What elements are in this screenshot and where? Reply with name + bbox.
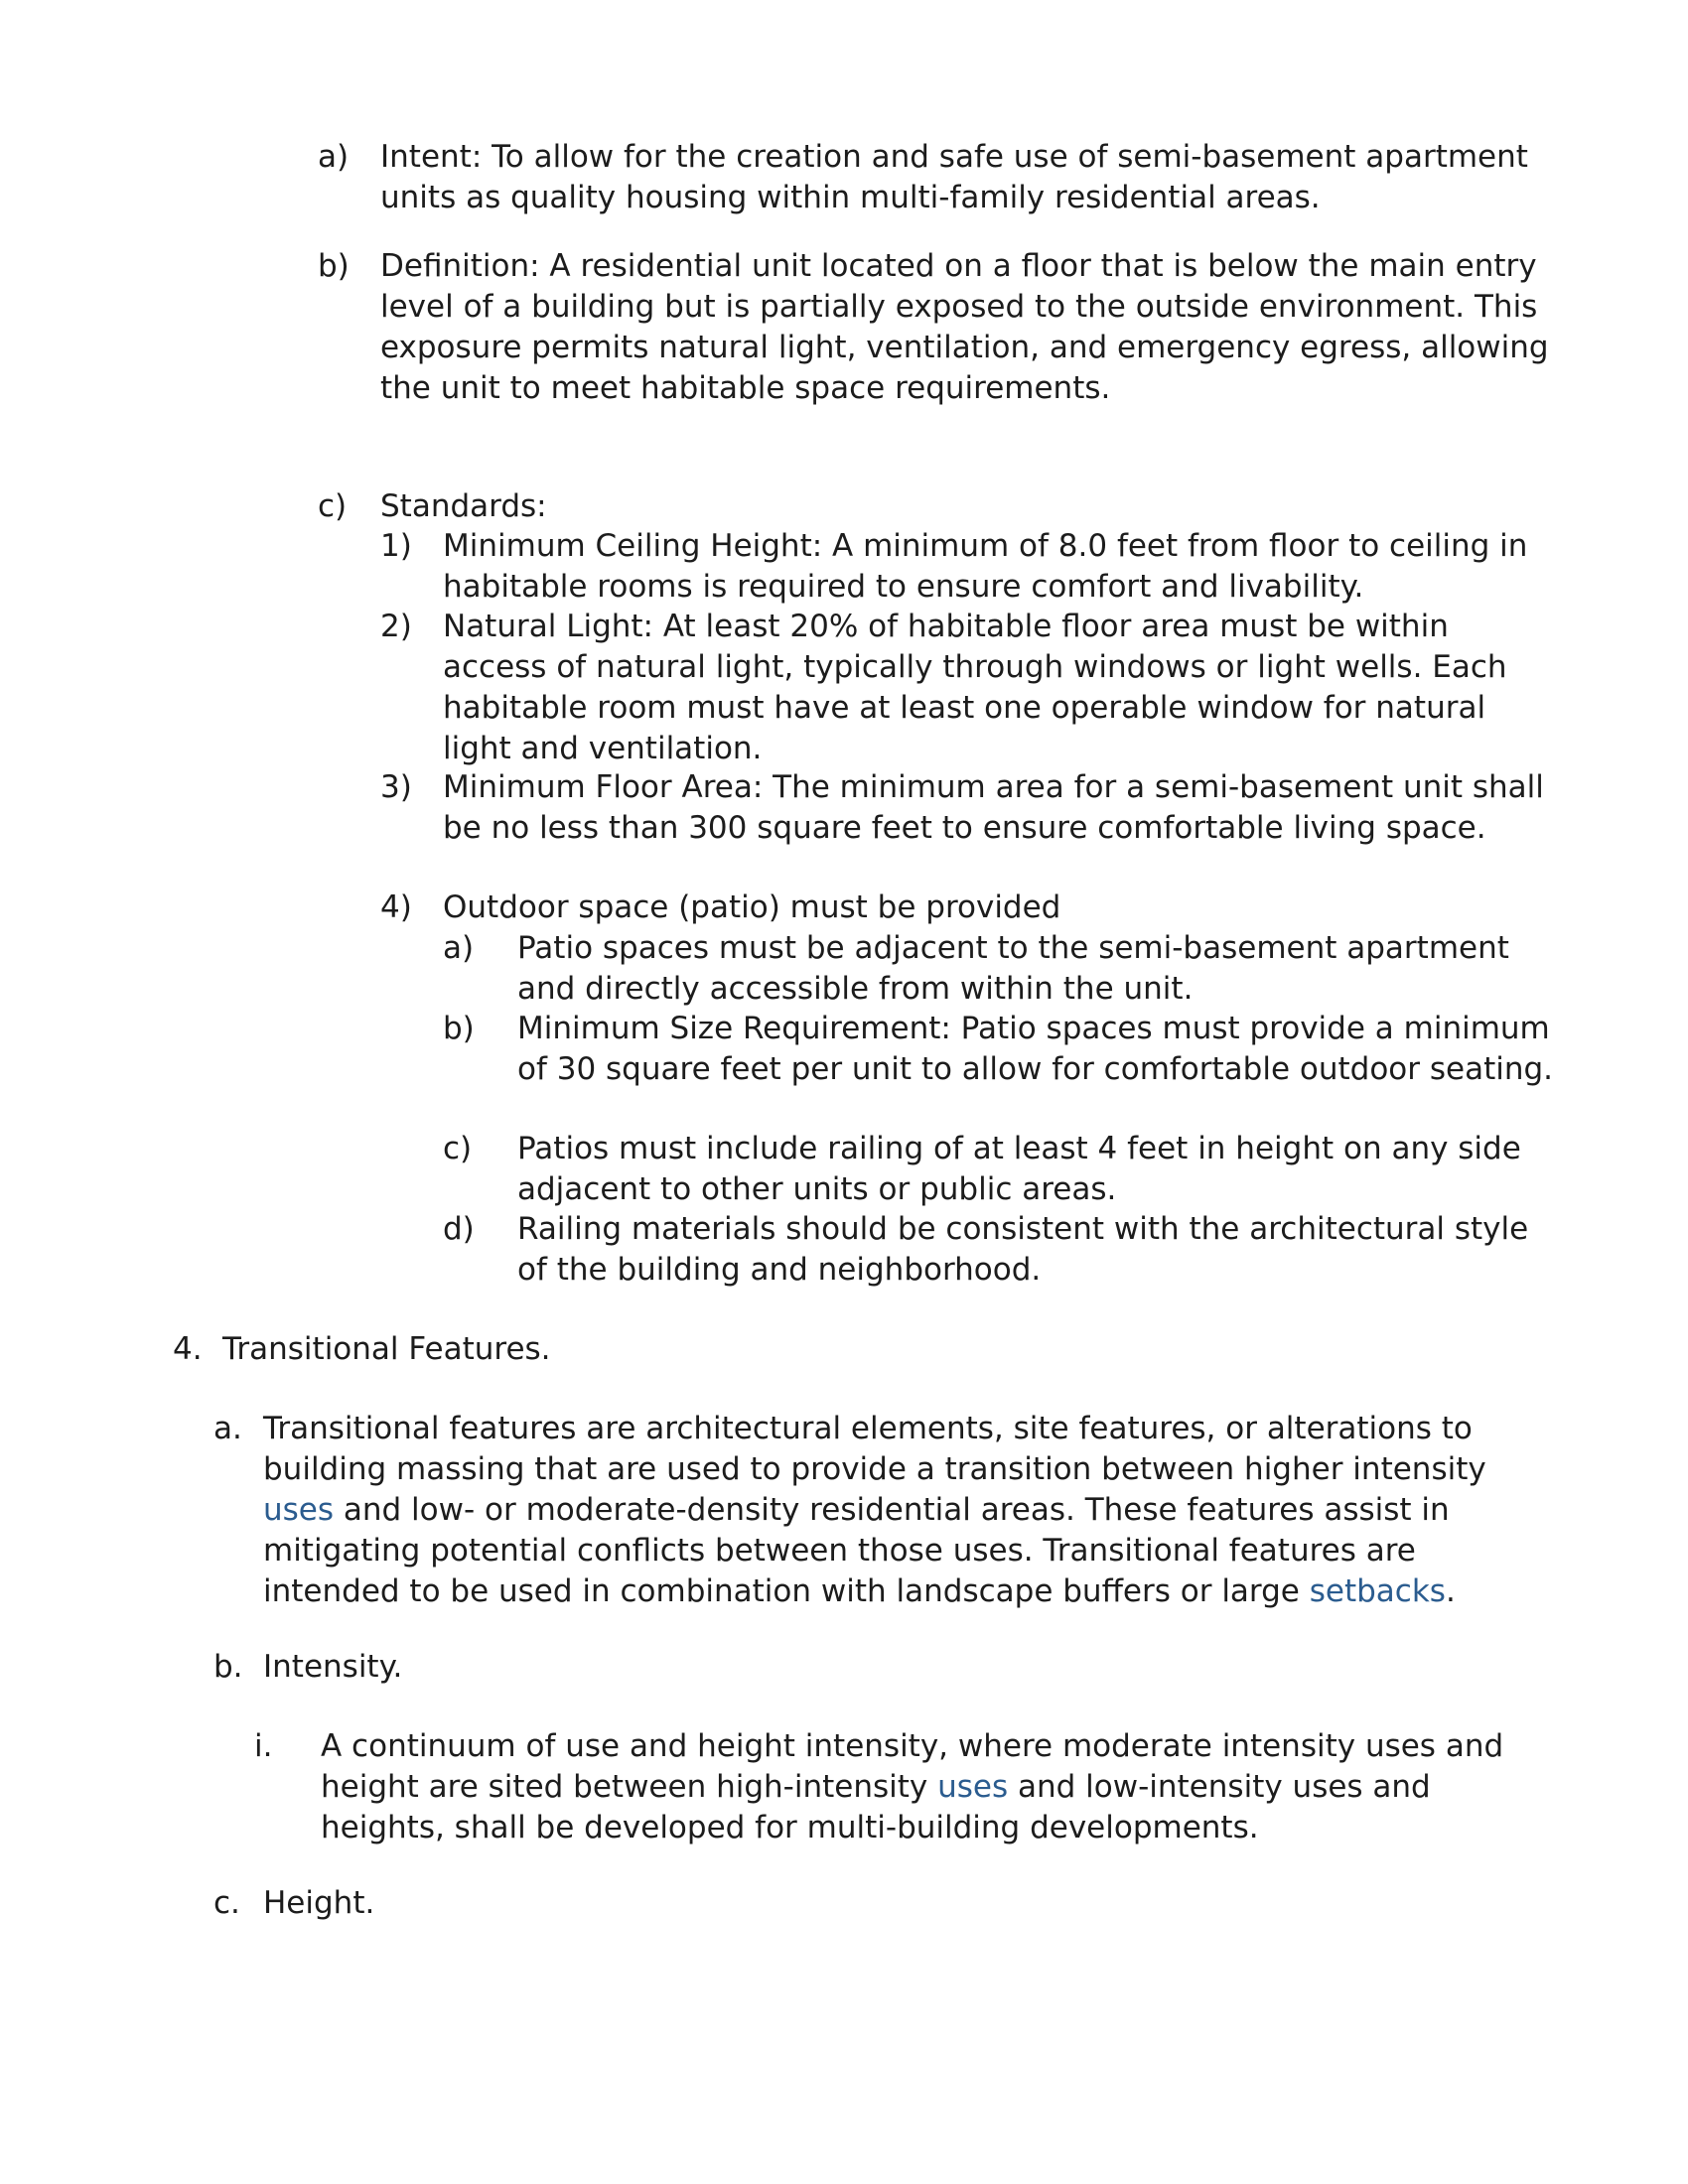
standard-floor-area [380,767,1554,889]
uses-link[interactable]: uses [263,1492,335,1528]
list-marker: b) [318,248,350,284]
intent-item [318,137,1554,218]
patio-text: Patios must include railing of at least 4 feet in height on any side adjacent to other units or public areas. [517,1131,1521,1207]
list-marker: 4) [380,889,412,925]
standard-ceiling-height [380,526,1554,608]
list-marker: 1) [380,528,412,564]
intensity-heading-item [213,1647,1554,1688]
intent-text: Intent: To allow for the creation and safe use of semi-basement apartment units as quality housing within multi-family residential areas. [380,139,1528,215]
list-marker: c) [318,488,348,524]
section-number: 4. [173,1331,203,1367]
list-marker: b. [213,1649,243,1685]
text-run: and low-intensity uses and heights, shall be developed for multi-building developments. [321,1769,1431,1845]
section-title: Transitional Features. [222,1331,551,1367]
text-run: . [1445,1573,1456,1609]
patio-size-item [443,1009,1554,1131]
list-marker: c) [443,1131,473,1166]
standard-natural-light [380,607,1554,769]
list-marker: a) [443,930,475,966]
height-title: Height. [263,1885,375,1921]
patio-adjacency-item [443,928,1554,1010]
text-run: Transitional features are architectural elements, site features, or alterations to building massing that are used to provide a transition between higher intensity [263,1411,1486,1487]
list-marker: i. [254,1728,273,1764]
text-run: A continuum of use and height intensity, where moderate intensity uses and height are sited between high-intensity [321,1728,1504,1805]
list-marker: a. [213,1411,242,1446]
uses-link[interactable]: uses [937,1769,1009,1805]
transitional-features-definition [213,1409,1554,1612]
definition-item [318,246,1554,450]
patio-text: Patio spaces must be adjacent to the semi-basement apartment and directly accessible from within the unit. [517,930,1509,1007]
list-marker: d) [443,1211,475,1247]
height-heading-item [213,1883,1554,1924]
patio-text: Minimum Size Requirement: Patio spaces must provide a minimum of 30 square feet per unit to allow for comfortable outdoor seating. [517,1011,1554,1087]
list-marker: 3) [380,769,412,805]
standard-text: Minimum Ceiling Height: A minimum of 8.0 feet from floor to ceiling in habitable rooms is required to ensure comfort and livability. [443,528,1528,605]
text-run: and low- or moderate-density residential areas. These features assist in mitigating potential conflicts between those uses. Transitional features are intended to be used in combination with landscape buffers or large [263,1492,1450,1609]
intensity-continuum-item [254,1726,1554,1848]
section-transitional-features [173,1329,1554,1370]
patio-text: Railing materials should be consistent with the architectural style of the building and neighborhood. [517,1211,1529,1288]
intensity-title: Intensity. [263,1649,403,1685]
standard-text: Minimum Floor Area: The minimum area for a semi-basement unit shall be no less than 300 square feet to ensure comfortable living space. [443,769,1544,846]
list-marker: b) [443,1011,475,1046]
continuum-paragraph [321,1726,1554,1848]
standard-outdoor-space [380,887,1554,928]
list-marker: a) [318,139,350,175]
definition-text: Definition: A residential unit located on a floor that is below the main entry level of a building but is partially exposed to the outside environment. This exposure permits natural light, ventilation, and emergency egress, allowing the unit to meet habitable space requirements. [380,248,1549,406]
list-marker: c. [213,1885,240,1921]
list-marker: 2) [380,609,412,644]
setbacks-link[interactable]: setbacks [1309,1573,1446,1609]
patio-materials-item [443,1209,1554,1291]
standard-text: Outdoor space (patio) must be provided [443,889,1061,925]
standards-heading: Standards: [380,488,547,524]
standards-item [318,486,1554,527]
standard-text: Natural Light: At least 20% of habitable floor area must be within access of natural light, typically through windows or light wells. Each habitable room must have at least one operable window for natural light and ventilation. [443,609,1507,766]
patio-railing-item [443,1129,1554,1210]
definition-paragraph [263,1409,1554,1612]
